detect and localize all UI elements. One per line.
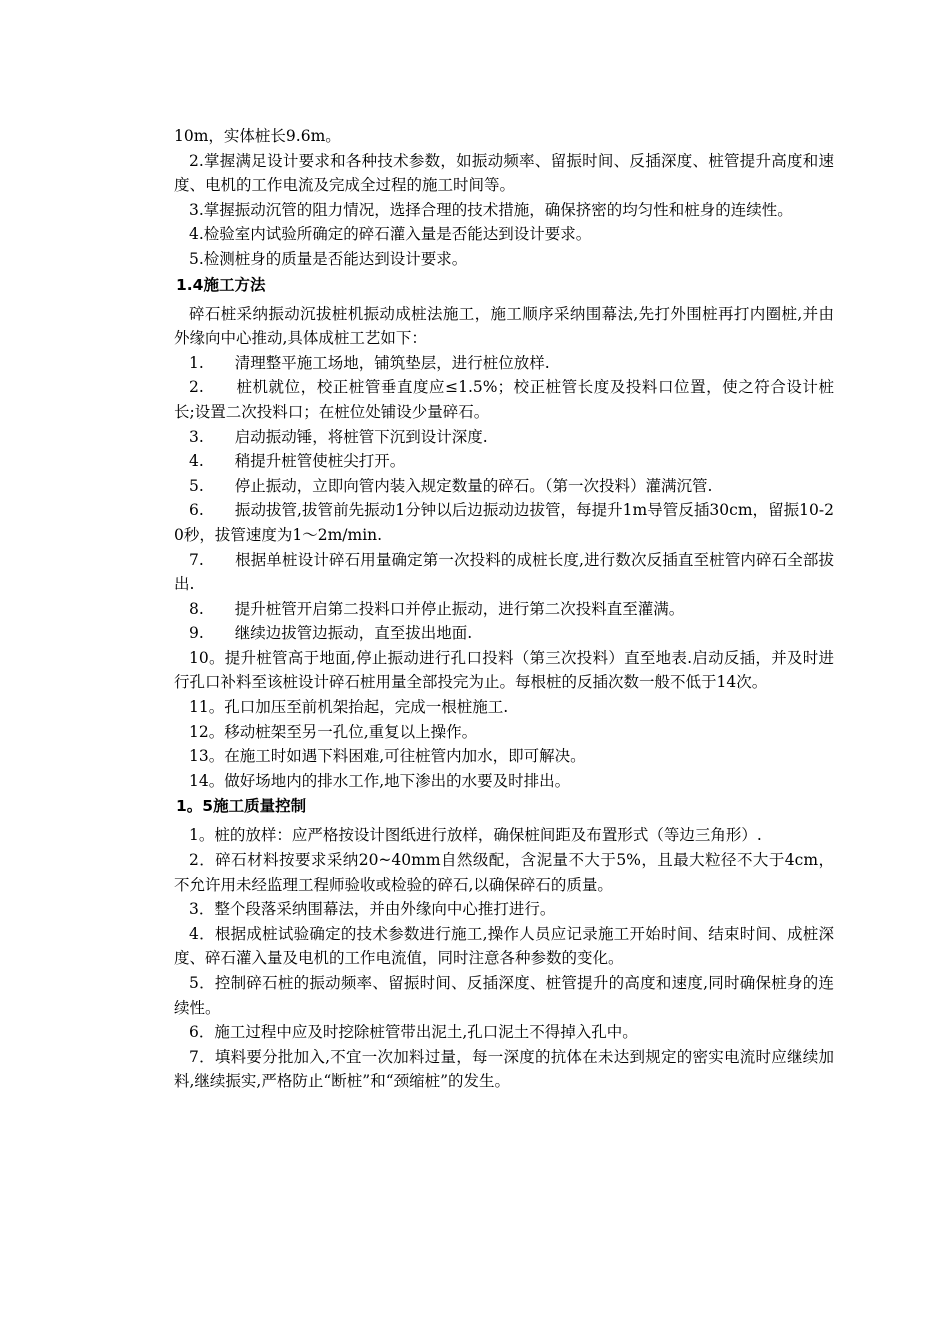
step-item: 10。提升桩管高于地面,停止振动进行孔口投料（第三次投料）直至地表.启动反插，并及时进行孔口补料至该桩设计碎石桩用量全部投完为止。每根桩的反插次数一般不低于14次。 bbox=[174, 648, 834, 692]
text-line: 10m，实体桩长9.6m。 bbox=[174, 127, 341, 145]
step-item: 2. 桩机就位，校正桩管垂直度应≤1.5%；校正桩管长度及投料口位置，使之符合设计桩长;设置二次投料口；在桩位处铺设少量碎石。 bbox=[174, 378, 834, 421]
step-item: 8. 提升桩管开启第二投料口并停止振动，进行第二次投料直至灌满。 bbox=[189, 599, 685, 618]
text-paragraph: 5.检测桩身的质量是否能达到设计要求。 bbox=[189, 249, 468, 268]
section-intro: 碎石桩采纳振动沉拔桩机振动成桩法施工，施工顺序采纳围幕法,先打外围桩再打内圈桩,并由外缘向中心推动,具体成桩工艺如下： bbox=[174, 304, 834, 348]
step-item: 7. 根据单桩设计碎石用量确定第一次投料的成桩长度,进行数次反插直至桩管内碎石全部拔出. bbox=[174, 550, 834, 594]
step-item: 14。做好场地内的排水工作,地下渗出的水要及时排出。 bbox=[189, 771, 571, 790]
text-paragraph: 3.掌握振动沉管的阻力情况，选择合理的技术措施，确保挤密的均匀性和桩身的连续性。 bbox=[189, 200, 793, 219]
document-page bbox=[174, 124, 834, 1094]
quality-item: 6．施工过程中应及时挖除桩管带出泥土,孔口泥土不得掉入孔中。 bbox=[189, 1023, 638, 1042]
step-item: 6. 振动拔管,拔管前先振动1分钟以后边振动边拔管，每提升1m导管反插30cm，留振10-20秒，拔管速度为1～2m/min. bbox=[174, 501, 834, 544]
section-heading-1-4: 1.4施工方法 bbox=[176, 275, 266, 294]
step-item: 4. 稍提升桩管使桩尖打开。 bbox=[189, 452, 406, 471]
quality-item: 5．控制碎石桩的振动频率、留振时间、反插深度、桩管提升的高度和速度,同时确保桩身的连续性。 bbox=[174, 974, 834, 1017]
text-paragraph: 2.掌握满足设计要求和各种技术参数，如振动频率、留振时间、反插深度、桩管提升高度和速度、电机的工作电流及完成全过程的施工时间等。 bbox=[174, 151, 834, 195]
step-item: 12。移动桩架至另一孔位,重复以上操作。 bbox=[189, 722, 478, 741]
quality-item: 1。桩的放样：应严格按设计图纸进行放样，确保桩间距及布置形式（等边三角形）. bbox=[189, 826, 762, 845]
quality-item: 2．碎石材料按要求采纳20~40mm自然级配，含泥量不大于5%，且最大粒径不大于4cm，不允许用未经监理工程师验收或检验的碎石,以确保碎石的质量。 bbox=[174, 851, 834, 894]
step-item: 5. 停止振动，立即向管内装入规定数量的碎石。（第一次投料）灌满沉管. bbox=[189, 476, 713, 495]
step-item: 9. 继续边拔管边振动，直至拔出地面. bbox=[189, 624, 473, 643]
step-item: 13。在施工时如遇下料困难,可往桩管内加水，即可解决。 bbox=[189, 747, 586, 766]
step-item: 1. 清理整平施工场地，铺筑垫层，进行桩位放样. bbox=[189, 353, 550, 372]
section-heading-1-5: 1。5施工质量控制 bbox=[176, 797, 307, 816]
text-paragraph: 4.检验室内试验所确定的碎石灌入量是否能达到设计要求。 bbox=[189, 225, 592, 244]
quality-item: 7．填料要分批加入,不宜一次加料过量，每一深度的抗体在未达到规定的密实电流时应继续加料,继续振实,严格防止“断桩”和“颈缩桩”的发生。 bbox=[174, 1047, 834, 1091]
step-item: 3. 启动振动锤，将桩管下沉到设计深度. bbox=[189, 427, 488, 446]
quality-item: 4．根据成桩试验确定的技术参数进行施工,操作人员应记录施工开始时间、结束时间、成桩深度、碎石灌入量及电机的工作电流值，同时注意各种参数的变化。 bbox=[174, 924, 834, 968]
quality-item: 3．整个段落采纳围幕法，并由外缘向中心推打进行。 bbox=[189, 900, 556, 919]
step-item: 11。孔口加压至前机架抬起，完成一根桩施工. bbox=[189, 698, 509, 717]
